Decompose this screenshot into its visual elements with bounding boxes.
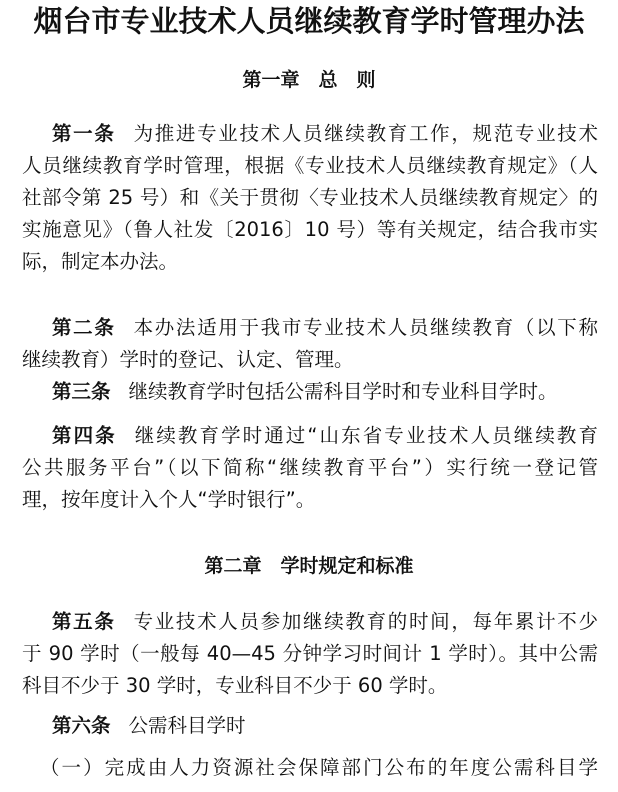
article-text: 本办法适用于我市专业技术人员继续教育（以下称 — [133, 316, 598, 339]
article-text: 公需科目学时 — [128, 714, 246, 737]
article-4-line-3: 理，按年度计入个人“学时银行”。 — [22, 488, 316, 511]
article-5-label: 第五条 — [52, 610, 116, 633]
article-5-line-3: 科目不少于 30 学时，专业科目不少于 60 学时。 — [22, 674, 448, 697]
article-4-line-2: 公共服务平台”（以下简称“继续教育平台”）实行统一登记管 — [22, 456, 598, 479]
article-text: 为推进专业技术人员继续教育工作，规范专业技术 — [133, 122, 598, 145]
document-title: 烟台市专业技术人员继续教育学时管理办法 — [33, 4, 585, 38]
item-1-line-1: （一）完成由人力资源社会保障部门公布的年度公需科目学 — [40, 756, 598, 779]
article-text: 专业技术人员参加继续教育的时间，每年累计不少 — [133, 610, 598, 633]
article-4-label: 第四条 — [52, 424, 117, 447]
article-1-line-2: 人员继续教育学时管理，根据《专业技术人员继续教育规定》（人 — [22, 154, 598, 177]
article-6-label: 第六条 — [52, 714, 111, 737]
article-4-line-1 — [52, 420, 598, 452]
article-2-line-1 — [52, 312, 598, 344]
article-1-label: 第一条 — [52, 122, 116, 145]
article-2-line-2: 继续教育）学时的登记、认定、管理。 — [22, 348, 354, 371]
article-3-label: 第三条 — [52, 380, 111, 403]
article-3-line-1 — [52, 376, 598, 408]
article-1-line-4: 实施意见》（鲁人社发〔2016〕10 号）等有关规定，结合我市实 — [22, 218, 598, 241]
article-5-line-2: 于 90 学时（一般每 40—45 分钟学习时间计 1 学时）。其中公需 — [22, 642, 598, 665]
article-2-label: 第二条 — [52, 316, 116, 339]
article-text: 继续教育学时通过“山东省专业技术人员继续教育 — [134, 424, 598, 447]
article-1-line-5: 际，制定本办法。 — [22, 250, 179, 273]
article-6-line-1 — [52, 710, 598, 742]
chapter-heading-2: 第二章 学时规定和标准 — [204, 555, 414, 577]
chapter-heading-1: 第一章 总 则 — [242, 69, 376, 91]
article-text: 继续教育学时包括公需科目学时和专业科目学时。 — [128, 380, 558, 403]
article-1-line-3: 社部令第 25 号）和《关于贯彻〈专业技术人员继续教育规定〉的 — [22, 186, 598, 209]
article-1-line-1 — [52, 118, 598, 150]
article-5-line-1 — [52, 606, 598, 638]
